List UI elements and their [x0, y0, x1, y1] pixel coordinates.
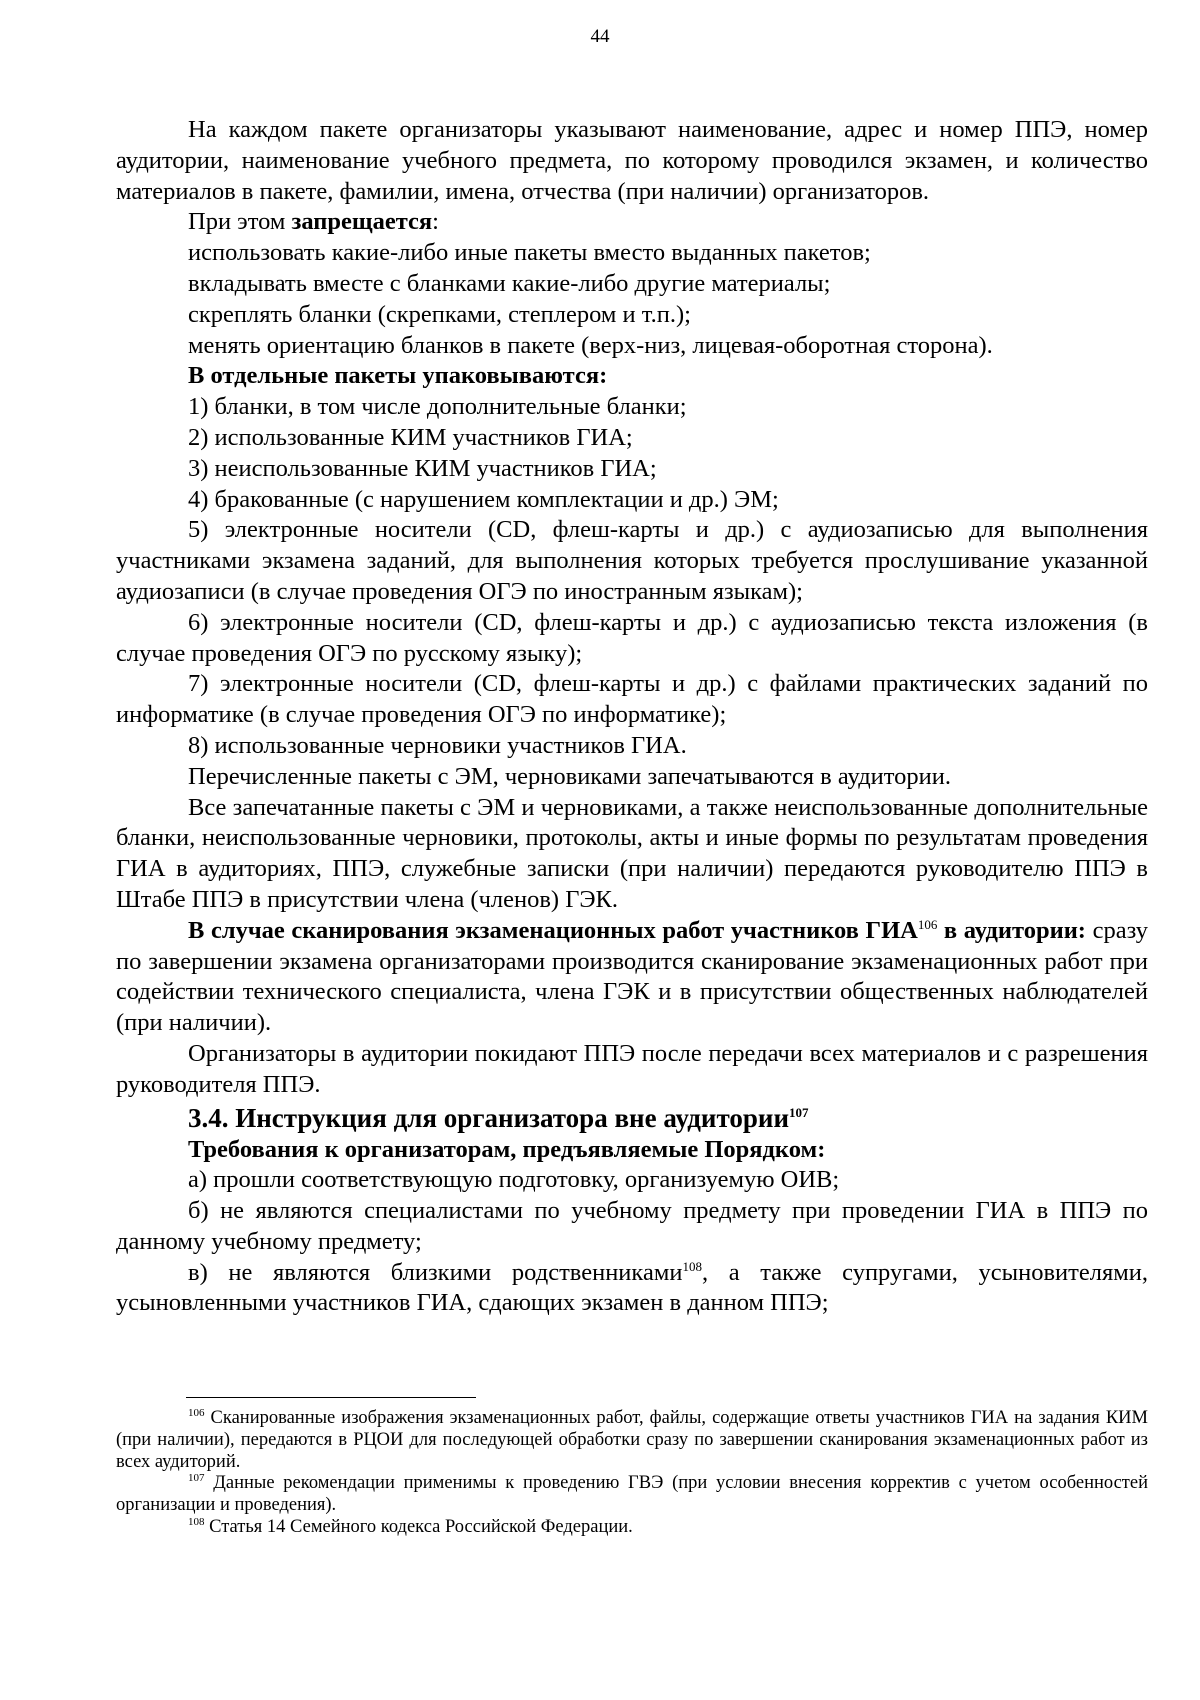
prohibited-item-3: скреплять бланки (скрепками, степлером и т.п.);	[188, 300, 691, 328]
footnote-ref-108[interactable]: 108	[682, 1258, 702, 1274]
section-title: 3.4. Инструкция для организатора вне аудитории$^{107}$	[188, 1102, 809, 1133]
footnote-108: $^{108}$ Статья 14 Семейного кодекса Российской Федерации.	[188, 1515, 633, 1537]
prohibited-item-2: вкладывать вместе с бланками какие-либо другие материалы;	[188, 269, 831, 297]
requirements-heading: Требования к организаторам, предъявляемые Порядком:	[188, 1135, 826, 1163]
body-text	[116, 115, 1148, 1319]
requirement-b: б) не являются специалистами по учебному предмету при проведении ГИА в ППЭ по данному учебному предмету;	[116, 1197, 1148, 1255]
list-item: 4) бракованные (с нарушением комплектации и др.) ЭМ;	[188, 485, 779, 513]
footnote-106: $^{106}$ Сканированные изображения экзаменационных работ, файлы, содержащие ответы участников ГИА на задания КИМ (при наличии), передаются в РЦОИ для последующей обработки сразу по завершении сканирования экзаменационных работ из всех аудиторий.	[116, 1406, 1148, 1472]
footnote-ref-107[interactable]: 107	[789, 1104, 809, 1120]
requirement-a: а) прошли соответствующую подготовку, организуемую ОИВ;	[188, 1166, 840, 1194]
list-item: 5) электронные носители (CD, флеш-карты и др.) с аудиозаписью для выполнения участниками экзамена заданий, для выполнения которых требуется прослушивание указанной аудиозаписи (в случае проведения ОГЭ по иностранным языкам);	[116, 516, 1148, 605]
prohibited-item-1: использовать какие-либо иные пакеты вместо выданных пакетов;	[188, 239, 871, 267]
requirement-v: в) не являются близкими родственниками$^{108}$, а также супругами, усыновителями, усыновленными участников ГИА, сдающих экзамен в данном ППЭ;	[116, 1258, 1148, 1317]
list-item: 6) электронные носители (CD, флеш-карты и др.) с аудиозаписью текста изложения (в случае проведения ОГЭ по русскому языку);	[116, 608, 1148, 667]
paragraph-scanning: В случае сканирования экзаменационных работ участников ГИА$^{106}$ в аудитории: сразу по завершении экзамена организаторами производится сканирование экзаменационных работ при содействии технического специалиста, члена ГЭК и в присутствии общественных наблюдателей (при наличии).	[116, 916, 1148, 1037]
paragraph-handover: Все запечатанные пакеты с ЭМ и черновиками, а также неиспользованные дополнительные бланки, неиспользованные черновики, протоколы, акты и иные формы по результатам проведения ГИА в аудиториях, ППЭ, служебные записки (при наличии) передаются руководителю ППЭ в Штабе ППЭ в присутствии члена (членов) ГЭК.	[116, 793, 1148, 913]
packages-heading: В отдельные пакеты упаковываются:	[188, 362, 608, 390]
paragraph-leaving: Организаторы в аудитории покидают ППЭ после передачи всех материалов и с разрешения руководителя ППЭ.	[116, 1039, 1148, 1098]
prohibited-bold: запрещается	[291, 208, 433, 236]
list-item: 7) электронные носители (CD, флеш-карты и др.) с файлами практических заданий по информатике (в случае проведения ОГЭ по информатике);	[116, 670, 1148, 729]
footnote-ref-106[interactable]: 106	[917, 916, 938, 932]
paragraph-prohibited-intro: При этом запрещается:	[188, 208, 439, 236]
page-number: 44	[590, 26, 610, 47]
footnotes	[116, 1408, 1148, 1539]
list-item: 2) использованные КИМ участников ГИА;	[188, 423, 633, 451]
footnote-107: $^{107}$ Данные рекомендации применимы к проведению ГВЭ (при условии внесения корректив с учетом особенностей организации и проведения).	[116, 1472, 1148, 1516]
paragraph-package-labeling: На каждом пакете организаторы указывают наименование, адрес и номер ППЭ, номер аудитории, наименование учебного предмета, по которому проводился экзамен, и количество материалов в пакете, фамилии, имена, отчества (при наличии) организаторов.	[116, 116, 1148, 205]
list-item: 3) неиспользованные КИМ участников ГИА;	[188, 454, 657, 482]
list-item: 8) использованные черновики участников ГИА.	[188, 731, 687, 759]
list-item: 1) бланки, в том числе дополнительные бланки;	[188, 393, 687, 421]
footnote-separator	[186, 1397, 476, 1398]
prohibited-item-4: менять ориентацию бланков в пакете (верх-низ, лицевая-оборотная сторона).	[188, 331, 993, 359]
paragraph-sealed: Перечисленные пакеты с ЭМ, черновиками запечатываются в аудитории.	[188, 762, 952, 790]
